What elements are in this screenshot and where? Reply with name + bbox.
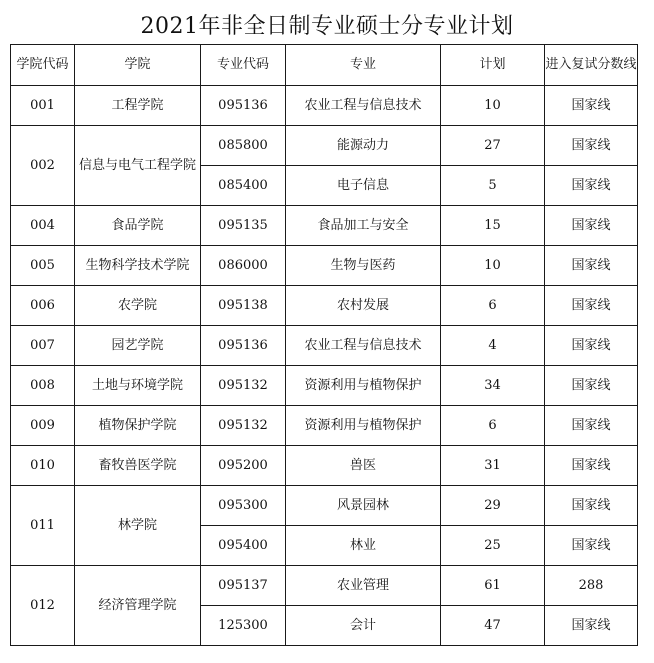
table-row [11,126,638,166]
header-major-code: 专业代码 [201,45,286,86]
major-code-cell: 095200 [201,446,286,486]
major-code-cell: 095132 [201,406,286,446]
college-code-cell: 009 [11,406,75,446]
table-row [11,326,638,366]
score-line-cell: 国家线 [545,206,638,246]
score-line-cell: 国家线 [545,86,638,126]
table-row [11,86,638,126]
header-college-code: 学院代码 [11,45,75,86]
score-line-cell: 国家线 [545,526,638,566]
enrollment-plan-table [10,44,638,646]
plan-cell: 6 [441,406,545,446]
plan-cell: 29 [441,486,545,526]
college-code-cell: 006 [11,286,75,326]
table-row [11,406,638,446]
college-name-cell: 畜牧兽医学院 [75,446,201,486]
plan-cell: 4 [441,326,545,366]
major-name-cell: 农业工程与信息技术 [286,326,441,366]
college-name-cell: 食品学院 [75,206,201,246]
table-row [11,206,638,246]
major-code-cell: 095135 [201,206,286,246]
college-code-cell: 007 [11,326,75,366]
score-line-cell: 国家线 [545,446,638,486]
table-body [11,86,638,646]
score-line-cell: 国家线 [545,246,638,286]
table-row [11,566,638,606]
major-name-cell: 兽医 [286,446,441,486]
major-code-cell: 095136 [201,86,286,126]
header-plan: 计划 [441,45,545,86]
major-code-cell: 095136 [201,326,286,366]
score-line-cell: 国家线 [545,486,638,526]
college-name-cell: 工程学院 [75,86,201,126]
plan-cell: 10 [441,246,545,286]
major-code-cell: 085800 [201,126,286,166]
header-college: 学院 [75,45,201,86]
score-line-cell: 国家线 [545,406,638,446]
major-name-cell: 会计 [286,606,441,646]
college-code-cell: 008 [11,366,75,406]
college-code-cell: 005 [11,246,75,286]
major-name-cell: 电子信息 [286,166,441,206]
table-row [11,246,638,286]
score-line-cell: 国家线 [545,366,638,406]
major-code-cell: 095132 [201,366,286,406]
table-row [11,486,638,526]
score-line-cell: 国家线 [545,606,638,646]
plan-cell: 47 [441,606,545,646]
plan-cell: 10 [441,86,545,126]
score-line-cell: 国家线 [545,286,638,326]
score-line-cell: 国家线 [545,126,638,166]
major-code-cell: 086000 [201,246,286,286]
header-major: 专业 [286,45,441,86]
college-code-cell: 004 [11,206,75,246]
major-name-cell: 农业工程与信息技术 [286,86,441,126]
college-name-cell: 植物保护学院 [75,406,201,446]
plan-cell: 6 [441,286,545,326]
plan-cell: 31 [441,446,545,486]
major-code-cell: 095137 [201,566,286,606]
major-name-cell: 资源利用与植物保护 [286,366,441,406]
college-code-cell: 001 [11,86,75,126]
major-name-cell: 农业管理 [286,566,441,606]
major-code-cell: 125300 [201,606,286,646]
college-name-cell: 农学院 [75,286,201,326]
table-header-row [11,45,638,86]
plan-cell: 15 [441,206,545,246]
score-line-cell: 288 [545,566,638,606]
college-code-cell: 011 [11,486,75,566]
college-code-cell: 002 [11,126,75,206]
page-title: 2021年非全日制专业硕士分专业计划 [140,14,514,39]
plan-cell: 27 [441,126,545,166]
score-line-cell: 国家线 [545,326,638,366]
major-name-cell: 资源利用与植物保护 [286,406,441,446]
table-row [11,286,638,326]
major-name-cell: 农村发展 [286,286,441,326]
major-code-cell: 095400 [201,526,286,566]
plan-cell: 25 [441,526,545,566]
plan-cell: 34 [441,366,545,406]
major-code-cell: 095300 [201,486,286,526]
major-name-cell: 食品加工与安全 [286,206,441,246]
major-name-cell: 能源动力 [286,126,441,166]
college-code-cell: 010 [11,446,75,486]
major-name-cell: 林业 [286,526,441,566]
plan-cell: 5 [441,166,545,206]
table-row [11,366,638,406]
major-name-cell: 风景园林 [286,486,441,526]
major-name-cell: 生物与医药 [286,246,441,286]
table-row [11,446,638,486]
major-code-cell: 095138 [201,286,286,326]
college-name-cell: 经济管理学院 [75,566,201,646]
plan-cell: 61 [441,566,545,606]
college-name-cell: 林学院 [75,486,201,566]
college-name-cell: 生物科学技术学院 [75,246,201,286]
college-name-cell: 信息与电气工程学院 [75,126,201,206]
college-code-cell: 012 [11,566,75,646]
major-code-cell: 085400 [201,166,286,206]
score-line-cell: 国家线 [545,166,638,206]
college-name-cell: 园艺学院 [75,326,201,366]
college-name-cell: 土地与环境学院 [75,366,201,406]
header-score-line: 进入复试分数线 [545,45,638,86]
